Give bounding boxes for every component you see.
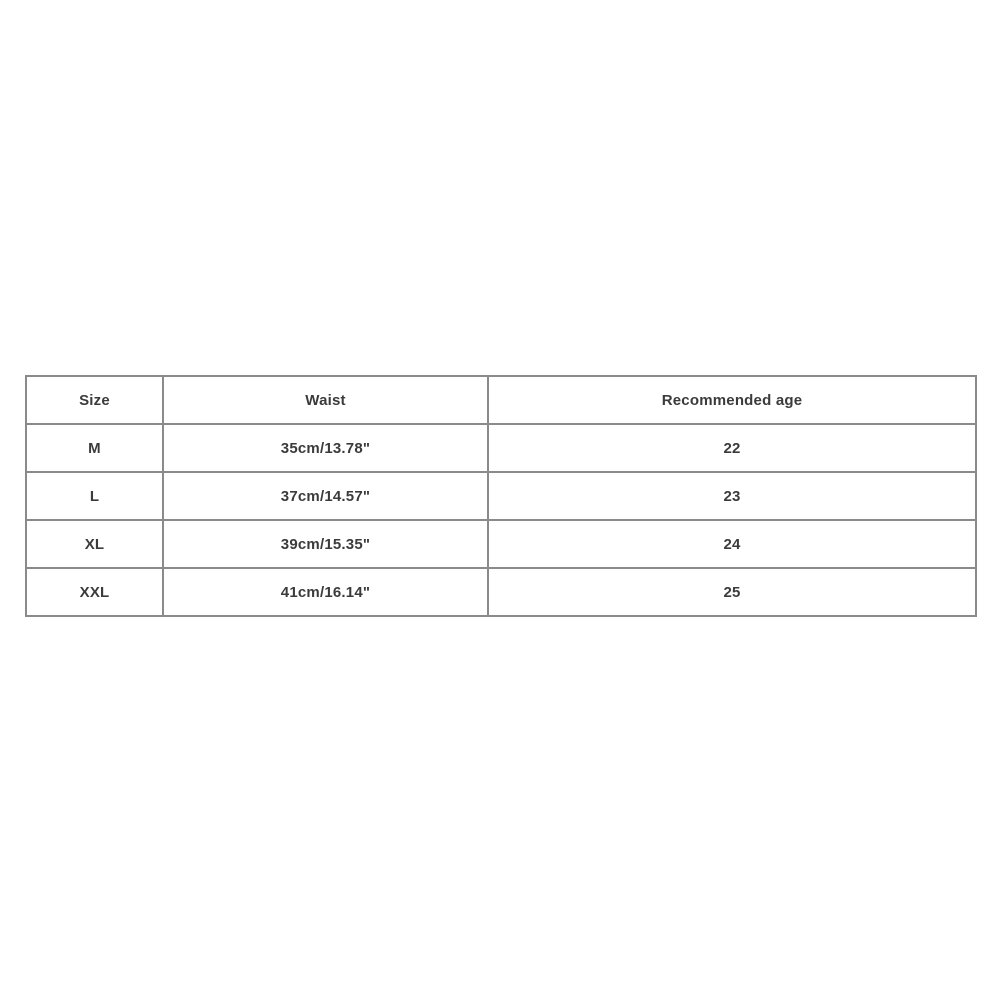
cell-size: XL (26, 520, 163, 568)
cell-waist: 39cm/15.35" (163, 520, 488, 568)
cell-waist: 37cm/14.57" (163, 472, 488, 520)
cell-size: L (26, 472, 163, 520)
header-cell-recommended-age: Recommended age (488, 376, 976, 424)
table-header-row (26, 376, 976, 424)
cell-recommended-age: 24 (488, 520, 976, 568)
cell-size: XXL (26, 568, 163, 616)
table-row (26, 520, 976, 568)
cell-recommended-age: 23 (488, 472, 976, 520)
size-chart-table (25, 375, 977, 617)
table-row (26, 424, 976, 472)
header-cell-size: Size (26, 376, 163, 424)
cell-waist: 35cm/13.78" (163, 424, 488, 472)
cell-size: M (26, 424, 163, 472)
cell-recommended-age: 25 (488, 568, 976, 616)
cell-waist: 41cm/16.14" (163, 568, 488, 616)
header-cell-waist: Waist (163, 376, 488, 424)
table-row (26, 472, 976, 520)
cell-recommended-age: 22 (488, 424, 976, 472)
table-row (26, 568, 976, 616)
